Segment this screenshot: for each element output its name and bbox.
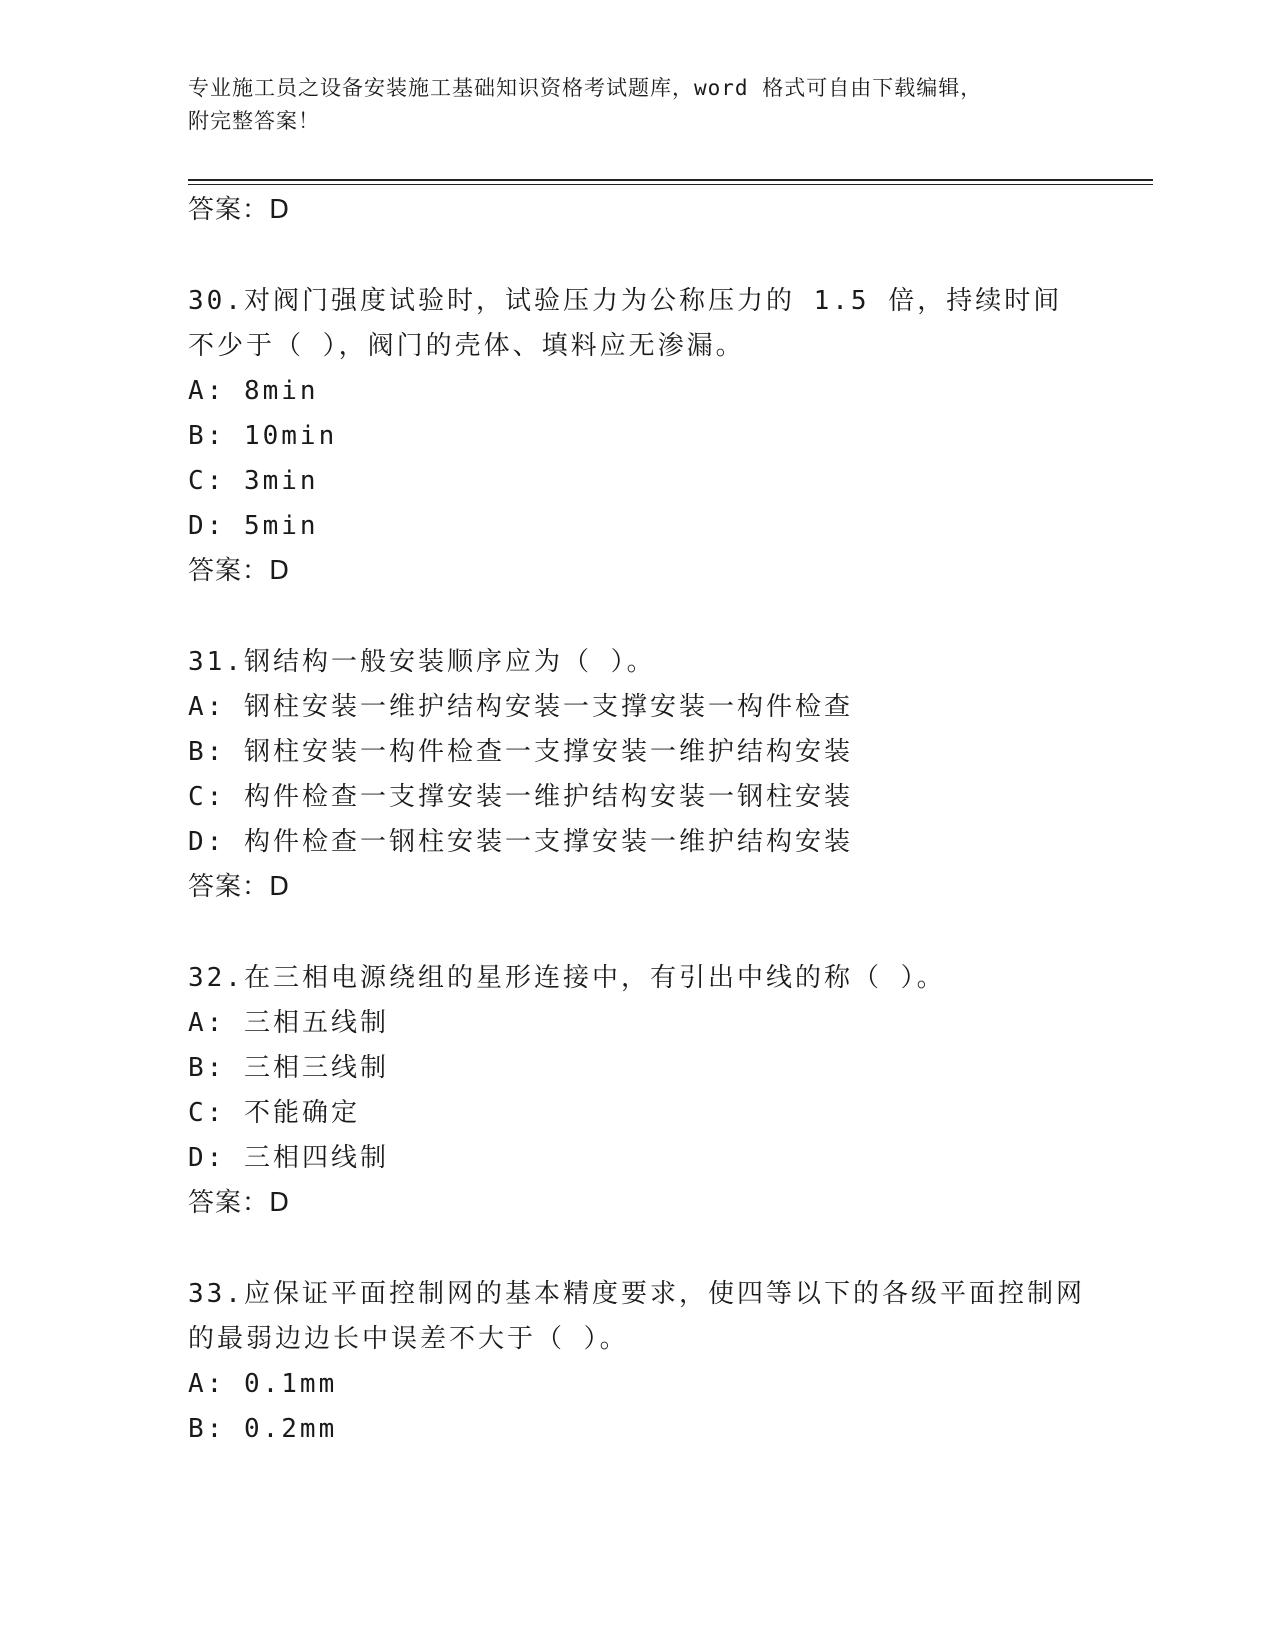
header-line-2: 附完整答案！ [188, 109, 320, 133]
spacer [188, 233, 1088, 279]
option-c: C: 构件检查一支撑安装一维护结构安装一钢柱安装 [188, 782, 853, 812]
option-d: D: 三相四线制 [188, 1143, 389, 1173]
header-divider-thick [188, 179, 1153, 181]
option-d: D: 构件检查一钢柱安装一支撑安装一维护结构安装 [188, 827, 853, 857]
question-33 [188, 1272, 1088, 1452]
option-c: C: 不能确定 [188, 1098, 360, 1128]
question-text: 31.钢结构一般安装顺序应为（ ）。 [188, 647, 656, 677]
question-text: 30.对阀门强度试验时，试验压力为公称压力的 1.5 倍，持续时间不少于（ ），阀门的壳体、填料应无渗漏。 [188, 286, 1063, 361]
question-30 [188, 279, 1088, 594]
document-header [188, 72, 1088, 138]
option-a: A: 8min [188, 376, 319, 406]
header-line-1: 专业施工员之设备安装施工基础知识资格考试题库，word 格式可自由下载编辑， [188, 76, 983, 100]
question-32 [188, 956, 1088, 1226]
option-b: B: 三相三线制 [188, 1053, 389, 1083]
answer-line: 答案：D [188, 195, 291, 225]
answer-line: 答案：D [188, 1188, 291, 1218]
answer-line: 答案：D [188, 556, 291, 586]
question-text: 33.应保证平面控制网的基本精度要求，使四等以下的各级平面控制网的最弱边边长中误差不大于（ ）。 [188, 1279, 1085, 1354]
answer-line: 答案：D [188, 872, 291, 902]
option-b: B: 10min [188, 421, 338, 451]
option-d: D: 5min [188, 511, 319, 541]
spacer [188, 594, 1088, 640]
header-divider-thin [188, 184, 1153, 185]
option-a: A: 三相五线制 [188, 1008, 389, 1038]
option-a: A: 钢柱安装一维护结构安装一支撑安装一构件检查 [188, 692, 853, 722]
question-31 [188, 640, 1088, 910]
document-body [188, 188, 1088, 1452]
option-c: C: 3min [188, 466, 319, 496]
option-b: B: 钢柱安装一构件检查一支撑安装一维护结构安装 [188, 737, 853, 767]
spacer [188, 1226, 1088, 1272]
question-text: 32.在三相电源绕组的星形连接中，有引出中线的称（ ）。 [188, 963, 946, 993]
option-b: B: 0.2mm [188, 1414, 338, 1444]
option-a: A: 0.1mm [188, 1369, 338, 1399]
spacer [188, 910, 1088, 956]
